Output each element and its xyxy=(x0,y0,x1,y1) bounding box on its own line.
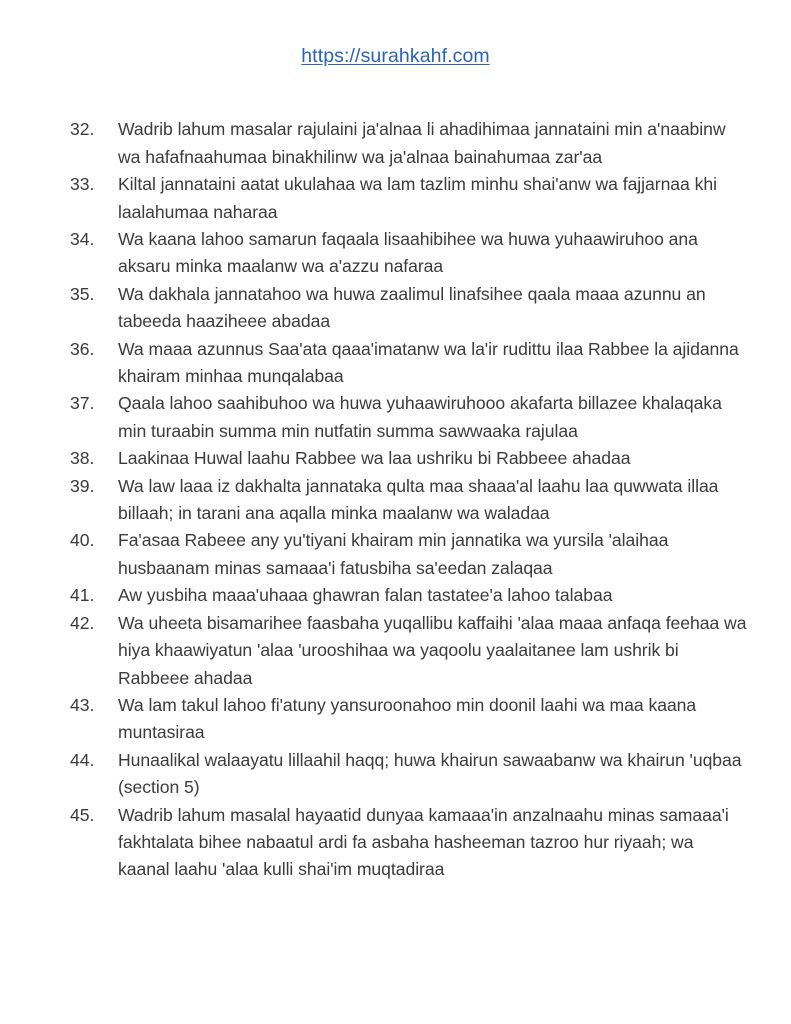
verse-text: Laakinaa Huwal laahu Rabbee wa laa ushriku bi Rabbeee ahadaa xyxy=(118,448,631,469)
verse-item xyxy=(70,116,747,171)
verse-item xyxy=(70,802,747,884)
verse-item xyxy=(70,336,747,391)
verse-list xyxy=(0,68,791,883)
verse-item xyxy=(70,610,752,692)
verse-number: 37. xyxy=(70,393,95,414)
verse-text: Wa lam takul lahoo fi'atuny yansuroonahoo min doonil laahi wa maa kaana muntasiraa xyxy=(118,694,701,743)
verse-item xyxy=(70,390,747,445)
verse-item xyxy=(70,527,747,582)
verse-text: Wa uheeta bisamarihee faasbaha yuqallibu kaffaihi 'alaa maaa anfaqa feehaa wa hiya khaawiyatun 'alaa 'urooshihaa wa yaqoolu yaalaitanee lam ushrik bi Rabbeee ahadaa xyxy=(118,612,752,688)
verse-text: Wa dakhala jannatahoo wa huwa zaalimul linafsihee qaala maaa azunnu an tabeeda haaziheee abadaa xyxy=(118,283,711,332)
verse-number: 40. xyxy=(70,530,95,551)
verse-number: 44. xyxy=(70,749,95,770)
verse-text: Fa'asaa Rabeee any yu'tiyani khairam min jannatika wa yursila 'alaihaa husbaanam minas samaaa'i fatusbiha sa'eedan zalaqaa xyxy=(118,530,674,578)
verse-number: 33. xyxy=(70,174,95,195)
verse-item xyxy=(70,281,747,336)
verse-text: Hunaalikal walaayatu lillaahil haqq; huwa khairun sawaabanw wa khairun 'uqbaa (section 5) xyxy=(118,749,747,798)
verse-text: Wa kaana lahoo samarun faqaala lisaahibihee wa huwa yuhaawiruhoo ana aksaru minka maalanw wa a'azzu nafaraa xyxy=(118,229,703,277)
verse-number: 43. xyxy=(70,694,95,715)
verse-text: Kiltal jannataini aatat ukulahaa wa lam tazlim minhu shai'anw wa fajjarnaa khi laalahumaa naharaa xyxy=(118,174,722,222)
verse-item xyxy=(70,692,747,747)
verse-number: 45. xyxy=(70,804,95,825)
verse-number: 34. xyxy=(70,229,95,250)
verse-text: Qaala lahoo saahibuhoo wa huwa yuhaawiruhooo akafarta billazee khalaqaka min turaabin summa min nutfatin summa sawwaaka rajulaa xyxy=(118,393,727,441)
verse-number: 42. xyxy=(70,612,95,633)
verse-text: Aw yusbiha maaa'uhaaa ghawran falan tastatee'a lahoo talabaa xyxy=(118,585,613,606)
verse-text: Wa maaa azunnus Saa'ata qaaa'imatanw wa la'ir rudittu ilaa Rabbee la ajidanna khairam minhaa munqalabaa xyxy=(118,338,744,387)
verse-number: 35. xyxy=(70,283,95,304)
verse-item xyxy=(70,171,747,226)
verse-number: 32. xyxy=(70,119,95,140)
verse-number: 36. xyxy=(70,338,95,359)
verse-item xyxy=(70,473,747,528)
verse-text: Wadrib lahum masalar rajulaini ja'alnaa li ahadihimaa jannataini min a'naabinw wa hafafnaahumaa binakhilinw wa ja'alnaa bainahumaa zar'aa xyxy=(118,119,731,167)
verse-item xyxy=(70,582,747,609)
verse-number: 39. xyxy=(70,475,95,496)
verse-text: Wadrib lahum masalal hayaatid dunyaa kamaaa'in anzalnaahu minas samaaa'i fakhtalata bihee nabaatul ardi fa asbaha hasheeman tazroo hur riyaah; wa kaanal laahu 'alaa kulli shai'im muqtadiraa xyxy=(118,804,734,880)
page-header xyxy=(0,0,791,68)
verse-number: 38. xyxy=(70,448,95,469)
site-url-link[interactable]: https://surahkahf.com xyxy=(301,45,490,67)
verse-text: Wa law laaa iz dakhalta jannataka qulta maa shaaa'al laahu laa quwwata illaa billaah; in tarani ana aqalla minka maalanw wa waladaa xyxy=(118,475,724,524)
verse-number: 41. xyxy=(70,585,95,606)
verse-item xyxy=(70,747,747,802)
verse-item xyxy=(70,226,747,281)
verse-item xyxy=(70,445,747,472)
